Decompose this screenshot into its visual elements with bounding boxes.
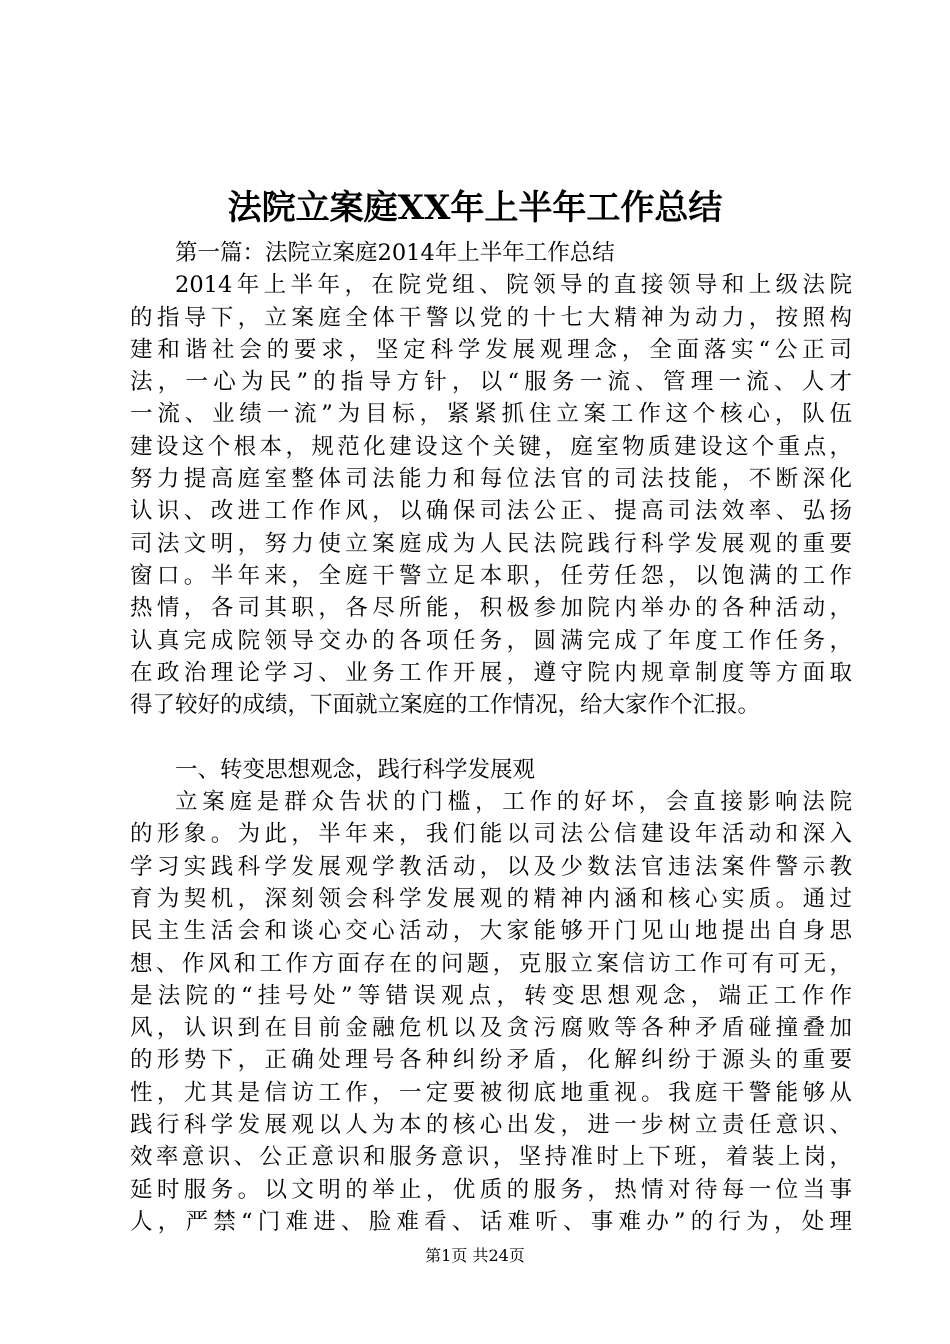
paragraph-line: 效率意识、公正意识和服务意识，坚持准时上下班，着装上岗， [130,1144,852,1171]
paragraph-gap [130,721,852,753]
paragraph-line: 热情，各司其职，各尽所能，积极参加院内举办的各种活动， [130,595,852,622]
paragraph-line: 的形象。为此，半年来，我们能以司法公信建设年活动和深入 [130,821,852,848]
paragraph-line: 学习实践科学发展观学教活动，以及少数法官违法案件警示教 [130,853,852,880]
paragraph-line: 得了较好的成绩，下面就立案庭的工作情况，给大家作个汇报。 [130,692,761,719]
subheading: 一、转变思想观念，践行科学发展观 [175,756,536,783]
paragraph-line: 建和谐社会的要求，坚定科学发展观理念，全面落实“公正司 [130,336,852,363]
paragraph-line: 想、作风和工作方面存在的问题，克服立案信访工作可有可无， [130,950,852,977]
paragraph-line: 性，尤其是信访工作，一定要被彻底地重视。我庭干警能够从 [130,1079,852,1106]
paragraph-line: 认识、改进工作作风，以确保司法公正、提高司法效率、弘扬 [130,498,852,525]
paragraph-line: 民主生活会和谈心交心活动，大家能够开门见山地提出自身思 [130,918,852,945]
paragraph-line: 践行科学发展观以人为本的核心出发，进一步树立责任意识、 [130,1112,852,1139]
document-title: 法院立案庭XX年上半年工作总结 [227,188,723,228]
paragraph-line: 努力提高庭室整体司法能力和每位法官的司法技能，不断深化 [130,466,852,493]
paragraph-line: 司法文明，努力使立案庭成为人民法院践行科学发展观的重要 [130,530,852,557]
paragraph-line: 2014年上半年，在院党组、院领导的直接领导和上级法院 [175,272,852,299]
paragraph-line: 认真完成院领导交办的各项任务，圆满完成了年度工作任务， [130,627,852,654]
paragraph-line: 法，一心为民”的指导方针，以“服务一流、管理一流、人才 [130,369,852,396]
paragraph-line: 窗口。半年来，全庭干警立足本职，任劳任怨，以饱满的工作 [130,562,852,589]
paragraph-line: 人，严禁“门难进、脸难看、话难听、事难办”的行为，处理 [130,1208,852,1235]
paragraph-2 [130,786,852,1238]
document-body [130,237,852,1238]
paragraph-line: 立案庭是群众告状的门槛，工作的好坏，会直接影响法院 [175,789,852,816]
paragraph-line: 建设这个根本，规范化建设这个关键，庭室物质建设这个重点， [130,433,852,460]
paragraph-line: 延时服务。以文明的举止，优质的服务，热情对待每一位当事 [130,1176,852,1203]
section-heading: 第一篇：法院立案庭2014年上半年工作总结 [175,240,615,266]
paragraph-line: 育为契机，深刻领会科学发展观的精神内涵和核心实质。通过 [130,885,852,912]
paragraph-line: 一流、业绩一流”为目标，紧紧抓住立案工作这个核心，队伍 [130,401,852,428]
paragraph-line: 是法院的“挂号处”等错误观点，转变思想观念，端正工作作 [130,982,852,1009]
paragraph-line: 的指导下，立案庭全体干警以党的十七大精神为动力，按照构 [130,304,852,331]
paragraph-line: 的形势下，正确处理号各种纠纷矛盾，化解纠纷于源头的重要 [130,1047,852,1074]
paragraph-1 [130,269,852,721]
paragraph-line: 在政治理论学习、业务工作开展，遵守院内规章制度等方面取 [130,659,852,686]
paragraph-line: 风，认识到在目前金融危机以及贪污腐败等各种矛盾碰撞叠加 [130,1015,852,1042]
page-footer: 第1页 共24页 [425,1246,525,1265]
